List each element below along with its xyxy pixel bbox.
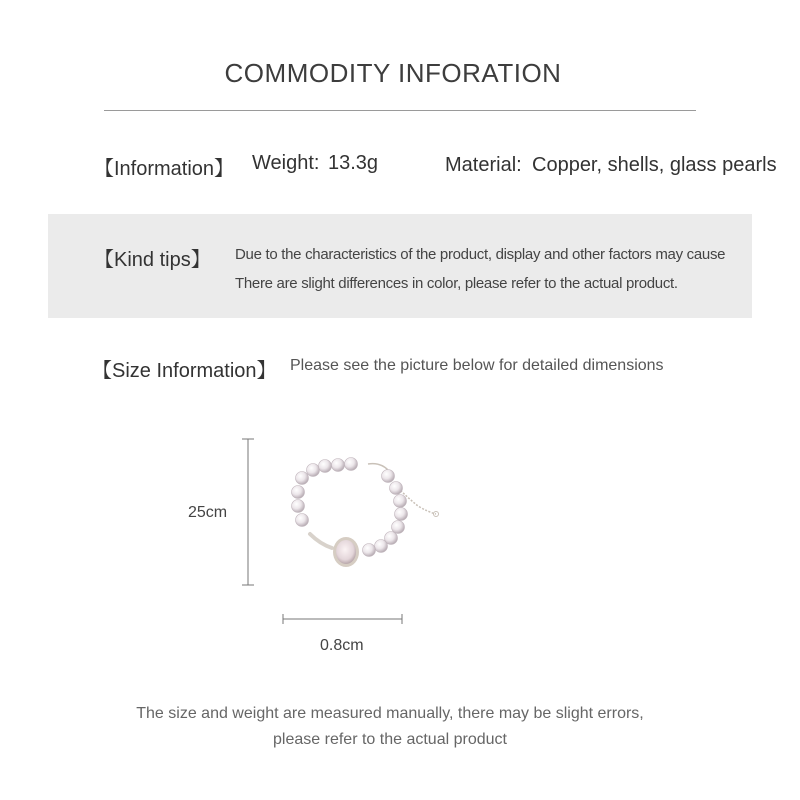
- weight-value: 13.3g: [328, 152, 379, 174]
- kind-tips-label: 【Kind tips】: [94, 249, 211, 271]
- size-information-label: 【Size Information】: [92, 360, 277, 382]
- width-dimension-label: 0.8cm: [320, 637, 364, 654]
- width-dimension-line: [276, 610, 408, 630]
- weight-label: Weight:: [252, 152, 320, 174]
- information-label: 【Information】: [94, 158, 235, 180]
- page-title: COMMODITY INFORATION: [224, 58, 562, 88]
- kind-tips-line-2: There are slight differences in color, please refer to the actual product.: [235, 275, 678, 292]
- footer-line-1: The size and weight are measured manually, there may be slight errors,: [136, 705, 644, 722]
- size-note: Please see the picture below for detailed dimensions: [290, 357, 664, 374]
- material-label: Material:: [445, 154, 522, 176]
- height-dimension-label: 25cm: [188, 504, 228, 521]
- kind-tips-line-1: Due to the characteristics of the product, display and other factors may cause: [235, 246, 726, 263]
- height-dimension-line: [236, 430, 260, 594]
- pearl-bracelet-image: [280, 448, 450, 578]
- title-divider: [104, 110, 696, 111]
- footer-line-2: please refer to the actual product: [273, 731, 507, 748]
- material-value: Copper, shells, glass pearls: [532, 154, 777, 176]
